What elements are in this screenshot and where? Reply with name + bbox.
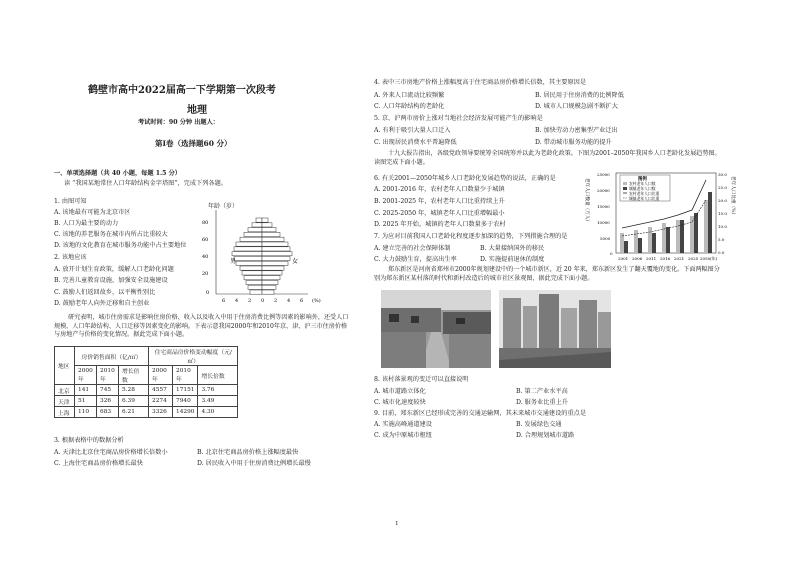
table-subheader: 2010 年 <box>97 366 119 385</box>
q6-option-a[interactable]: A. 2001-2016 年，农村老年人口数量少于城镇 <box>374 186 505 193</box>
chart-x-tick: 2021 <box>674 256 685 261</box>
chart-x-tick: 2016 <box>660 256 671 261</box>
pyramid-bar-female <box>262 256 290 260</box>
passage-aging: 十九大报告指出，各级党政领导要统筹全国统筹并以此为老龄化政策。下图为2001–2050年我国乡人口老龄化发展趋势图。读图完成下面小题。 <box>374 150 721 166</box>
table-subheader: 2000 年 <box>149 366 173 385</box>
chart-legend-item: 农村老年人口比重 <box>629 191 660 196</box>
q6-option-d[interactable]: D. 2025 年开始，城镇的老年人口数量多于农村 <box>374 221 506 228</box>
table-cell: 6.39 <box>119 396 149 407</box>
chart-legend-item: 城镇老年人口数 <box>629 186 656 191</box>
pyramid-bar-male <box>234 247 262 251</box>
q2-stem: 2. 该地应该 <box>54 254 87 261</box>
pyramid-bar-female <box>262 252 292 256</box>
chart-left-tick: 20000 <box>597 188 610 193</box>
photo-new-community <box>499 290 611 368</box>
table-header-region: 地区 <box>55 347 75 385</box>
table-cell: 3326 <box>149 407 173 418</box>
q7-option-b[interactable]: B. 大量接纳国外的移民 <box>480 245 545 252</box>
table-cell: 110 <box>75 407 97 418</box>
q8-option-a[interactable]: A. 城市道路立体化 <box>374 388 426 395</box>
chart-x-ticks <box>618 255 718 261</box>
q9-option-b[interactable]: B. 发展绿色交通 <box>516 421 562 428</box>
q7-option-a[interactable]: A. 建立完善的社会保障体制 <box>374 245 451 252</box>
pyramid-bar-male <box>244 232 262 236</box>
q6-option-c[interactable]: C. 2025-2050 年，城镇老年人口比重增幅最小 <box>374 210 505 217</box>
table-cell: 326 <box>97 396 119 407</box>
chart-legend-title: 图例 <box>638 177 647 182</box>
pyramid-x-tick: 0 <box>261 298 265 304</box>
q6-option-b[interactable]: B. 2001-2025 年，农村老年人口比重持续上升 <box>374 198 505 205</box>
table-cell: 2274 <box>149 396 173 407</box>
exam-meta: 考试时间：90 分钟 出题人： <box>138 119 219 126</box>
table-row <box>55 396 238 407</box>
pyramid-x-tick: 2 <box>248 298 252 304</box>
q9-option-c[interactable]: C. 成为中原城市枢纽 <box>374 432 432 439</box>
table-row <box>55 385 238 396</box>
table-cell: 3.76 <box>198 385 238 396</box>
q4-option-c[interactable]: C. 人口年龄结构的老龄化 <box>374 103 445 110</box>
table-header-group: 住宅商品房价格变动幅度（元/㎡） <box>149 347 238 366</box>
passage-zhengdong: 郑东新区是河南省郑州市2000年规划建设中的一个城市新区，近 20 年来，郑东新区发生了翻天覆地的变化。下面两幅图分别为郑东新区某村落的时代和新村改造后的城市社区景观图，据此完成下面小题。 <box>374 266 720 282</box>
pyramid-bar-male <box>234 256 262 260</box>
chart-right-tick: 5.0 <box>718 237 725 242</box>
table-cell: 17151 <box>173 385 198 396</box>
pyramid-bar-male <box>246 280 262 284</box>
table-cell: 745 <box>97 385 119 396</box>
q3-option-a[interactable]: A. 天津比北京住宅商品房价格增长倍数小 <box>54 449 168 456</box>
pyramid-bar-female <box>262 228 276 232</box>
chart-right-ticks <box>718 172 727 255</box>
pyramid-bar-female <box>262 223 272 227</box>
q1-option-c[interactable]: C. 该地的养老服务在城市内所占比重较大 <box>54 231 168 238</box>
table-subheader: 2010 年 <box>173 366 198 385</box>
chart-right-tick: 25.0 <box>718 185 727 190</box>
pyramid-y-tick: 40 <box>202 254 209 260</box>
pyramid-bar-female <box>262 232 280 236</box>
q1-option-d[interactable]: D. 该地的文化教育在城市服务功能中占主要地位 <box>54 242 187 249</box>
pyramid-x-tick: 6 <box>300 298 304 304</box>
pyramid-bar-female <box>262 218 268 222</box>
chart-right-tick: 15.0 <box>718 211 727 216</box>
pyramid-bar-male <box>242 271 262 275</box>
pyramid-bar-female <box>262 242 288 246</box>
pyramid-bar-male <box>252 223 262 227</box>
pyramid-x-unit: (%) <box>312 298 321 304</box>
q3-option-b[interactable]: B. 北京住宅商品房价格上涨幅度最快 <box>197 449 299 456</box>
chart-x-tick: 2050(年) <box>700 256 718 261</box>
q8-option-d[interactable]: D. 服务业比重上升 <box>516 399 568 406</box>
q4-stem: 4. 表中三市房地产价格上涨幅度高于住宅商品房价格增长倍数，其主要原因是 <box>374 79 587 86</box>
q5-option-b[interactable]: B. 加快劳动力密集型产业迁出 <box>535 127 618 134</box>
table-cell: 北京 <box>55 385 75 396</box>
table-cell: 4557 <box>149 385 173 396</box>
q8-option-b[interactable]: B. 第二产业水平高 <box>516 388 568 395</box>
pyramid-y-title: 年龄（岁） <box>208 203 239 210</box>
pyramid-x-tick: 6 <box>222 298 226 304</box>
q7-option-c[interactable]: C. 大力鼓励生育，提高出生率 <box>374 256 457 263</box>
chart-left-ticks <box>597 172 613 256</box>
pyramid-bar-male <box>248 285 262 289</box>
q8-option-c[interactable]: C. 城市化速度较快 <box>374 399 426 406</box>
passage-housing: 研究表明，城市住房需求是影响住房价格、收入以及收入中用于住房消费比例等因素的影响外，还受人口规模、人口年龄结构、人口迁移等因素变化的影响。下表示意我国2000年和2010年京、津、沪三市住房价格与房地产与价格的变化情况。据此完成下面小题。 <box>54 314 349 339</box>
table-cell: 6.21 <box>119 407 149 418</box>
pyramid-y-tick: 20 <box>202 271 209 277</box>
pyramid-bar-male <box>256 218 262 222</box>
exam-title: 鹤壁市高中2022届高一下学期第一次段考 <box>88 85 276 96</box>
pyramid-bar-female <box>262 266 284 270</box>
pyramid-bar-female <box>262 261 288 265</box>
pyramid-y-tick: 80 <box>202 220 209 226</box>
table-cell: 3.49 <box>198 396 238 407</box>
pyramid-bar-male <box>232 252 262 256</box>
table-row <box>55 407 238 418</box>
chart-right-tick: 0.0 <box>718 250 725 255</box>
q2-option-a[interactable]: A. 放开计划生育政策，缓解人口老龄化问题 <box>54 266 174 273</box>
q5-stem: 5. 京、沪两市房价上涨对当地社会经济发展可能产生的影响是 <box>374 115 543 122</box>
pyramid-y-tick: 60 <box>202 237 209 243</box>
q9-option-d[interactable]: D. 合理规划城市道路 <box>516 432 575 439</box>
pyramid-bar-female <box>262 276 280 280</box>
chart-right-tick: 10.0 <box>718 224 727 229</box>
chart-x-tick: 2025 <box>688 256 699 261</box>
chart-left-tick: 25000 <box>597 172 610 177</box>
chart-y-right-label: 老年人口比重（%） <box>730 176 735 218</box>
section-title: 第Ⅰ卷（选择题60 分） <box>155 139 232 148</box>
pyramid-bar-female <box>262 237 284 241</box>
q6-stem: 6. 有关2001—2050年城乡人口老龄化发展趋势的说法，正确的是 <box>374 175 556 182</box>
chart-left-tick: 15000 <box>597 204 610 209</box>
subject-title: 地理 <box>187 105 207 116</box>
table-cell: 4.30 <box>198 407 238 418</box>
pyramid-bar-female <box>262 290 274 294</box>
chart-legend-item: 农村老年人口数 <box>629 181 656 186</box>
q1-option-a[interactable]: A. 该地最有可能为北京市区 <box>54 209 131 216</box>
q9-option-a[interactable]: A. 实施高峰通道建设 <box>374 421 432 428</box>
table-subheader: 增长倍数 <box>198 366 238 385</box>
pyramid-male-label: 男 <box>230 258 237 265</box>
q5-option-c[interactable]: C. 出现居民消费水平普遍降低 <box>374 139 457 146</box>
q3-stem: 3. 根据表格中的数据分析 <box>54 437 124 444</box>
table-cell: 7940 <box>173 396 198 407</box>
pyramid-bar-male <box>244 276 262 280</box>
chart-left-tick: 10000 <box>597 220 610 225</box>
q3-option-c[interactable]: C. 上海住宅商品房价格增长最快 <box>54 460 143 467</box>
table-header-group: 房价销售面积（亿/㎡） <box>75 347 149 366</box>
pyramid-x-tick: 4 <box>235 298 239 304</box>
chart-legend-item: 城镇老年人口比重 <box>629 196 660 201</box>
q2-option-b[interactable]: B. 完善儿童教育设施，加强安全设施建设 <box>54 277 168 284</box>
table-cell: 51 <box>75 396 97 407</box>
table-cell: 141 <box>75 385 97 396</box>
pyramid-female-label: 女 <box>292 258 299 265</box>
chart-y-left-label: 老年人口数量（万人） <box>584 178 589 224</box>
population-pyramid <box>200 196 340 306</box>
chart-left-tick: 5000 <box>600 236 611 241</box>
chart-left-tick: 0 <box>610 251 613 256</box>
pyramid-y-tick: 0 <box>206 290 210 296</box>
table-cell: 天津 <box>55 396 75 407</box>
pyramid-bars <box>232 218 292 294</box>
table-cell: 14290 <box>173 407 198 418</box>
pyramid-bar-female <box>262 285 276 289</box>
table-subheader: 增长倍数 <box>119 366 149 385</box>
chart-x-tick: 2006 <box>632 256 643 261</box>
table-cell: 上海 <box>55 407 75 418</box>
pyramid-x-tick: 4 <box>287 298 291 304</box>
q1-option-b[interactable]: B. 人口为最主要的动力 <box>54 220 119 227</box>
q2-option-d[interactable]: D. 鼓励老年人向外迁移和自主创业 <box>54 300 150 307</box>
q1-stem: 1. 由图可知 <box>54 198 87 205</box>
q2-option-c[interactable]: C. 鼓励人们返回故乡，以平衡性别比 <box>54 289 156 296</box>
pyramid-bar-male <box>250 290 262 294</box>
q4-option-d[interactable]: D. 城市人口规模急剧不断扩大 <box>535 103 618 110</box>
intro-text: 读 “我国某地常住人口年龄结构金字塔图”，完成下列各题。 <box>64 180 227 187</box>
q3-option-d[interactable]: D. 居民收入中用于住房消费比例增长最慢 <box>197 460 311 467</box>
pyramid-x-tick: 2 <box>274 298 278 304</box>
q9-stem: 9. 目前，郑东新区已经形成完善的交通运输网，其未来城市交通建设的重点是 <box>374 410 587 417</box>
table-subheader: 2000 年 <box>75 366 97 385</box>
pyramid-bar-male <box>236 242 262 246</box>
pyramid-bar-female <box>262 271 282 275</box>
chart-right-tick: 30.0 <box>718 172 727 177</box>
q7-option-d[interactable]: D. 实施提前退休的制度 <box>480 256 545 263</box>
pyramid-bar-male <box>240 237 262 241</box>
pyramid-bar-male <box>236 261 262 265</box>
aging-trend-chart <box>586 170 736 270</box>
photo-old-village <box>381 290 491 368</box>
chart-right-tick: 20.0 <box>718 198 727 203</box>
pyramid-bar-female <box>262 280 278 284</box>
q5-option-d[interactable]: D. 带动城市服务功能的提升 <box>535 139 612 146</box>
q8-stem: 8. 该村落景观的变迁可以直接说明 <box>374 376 469 383</box>
page-number: 1 <box>395 521 399 527</box>
pyramid-bar-female <box>262 247 290 251</box>
q5-option-a[interactable]: A. 有利于吸引大量人口迁入 <box>374 127 451 134</box>
table-cell: 683 <box>97 407 119 418</box>
q7-stem: 7. 为应对目前我国人口老龄化程度逐步加深的趋势，下列措施合理的是 <box>374 233 568 240</box>
housing-table <box>54 346 238 418</box>
q4-option-b[interactable]: B. 居民用于住房消费的比例降低 <box>535 92 624 99</box>
pyramid-bar-male <box>240 266 262 270</box>
section-heading: 一、单项选择题（共 40 小题，每题 1.5 分） <box>54 170 181 177</box>
pyramid-bar-male <box>248 228 262 232</box>
table-cell: 5.28 <box>119 385 149 396</box>
q4-option-a[interactable]: A. 外来人口流动比较频繁 <box>374 92 445 99</box>
chart-x-tick: 2001 <box>618 256 629 261</box>
chart-x-tick: 2011 <box>646 256 657 261</box>
